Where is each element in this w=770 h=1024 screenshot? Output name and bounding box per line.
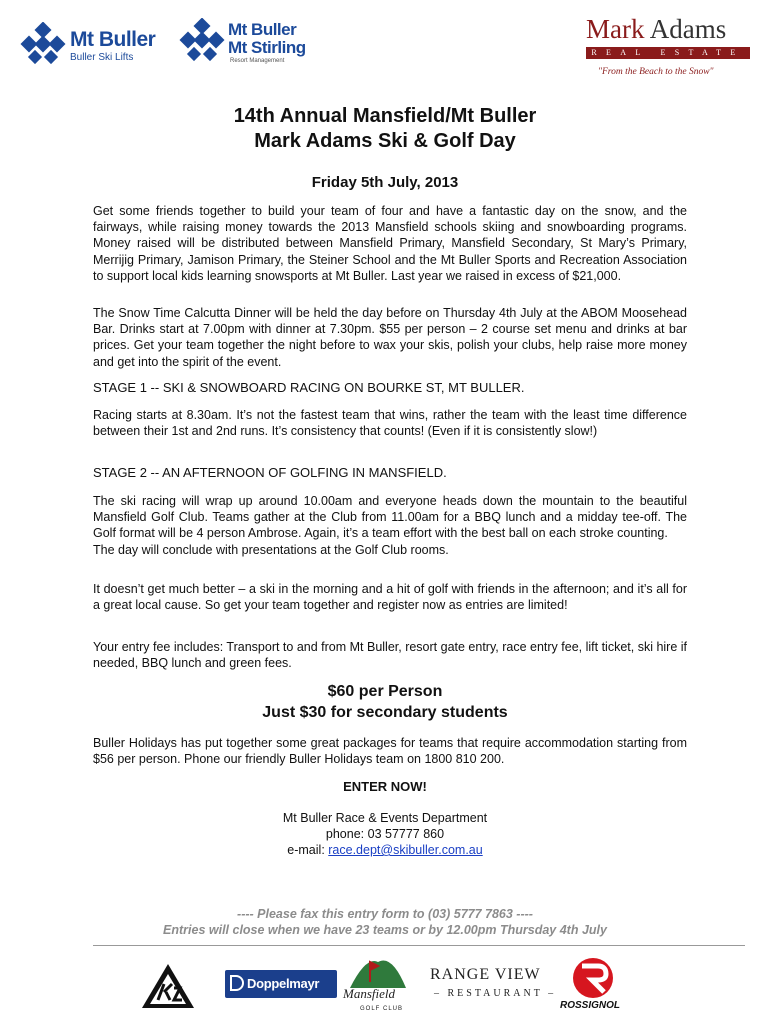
mt-stirling-wordmark-line1: Mt Buller bbox=[228, 20, 297, 39]
fax-note bbox=[60, 906, 710, 938]
rossignol-text: ROSSIGNOL bbox=[560, 1000, 621, 1011]
mark-adams-tagline: "From the Beach to the Snow" bbox=[598, 67, 714, 77]
mansfield-text: Mansfield bbox=[343, 986, 395, 1001]
mark-adams-real-estate: REAL ESTATE bbox=[591, 48, 745, 57]
stage-1-paragraph bbox=[93, 407, 687, 439]
mark-adams-first: Mark bbox=[586, 14, 645, 44]
intro-text: Get some friends together to build your team of four and have a fantastic day on the snow, and the fairways, while raising money towards the 2013 Mansfield schools skiing and snowboarding programs. Money raised will be distributed between Mansfield Primary, Mansfield Secondary, St Mary’s Primary, Merrijig Primary, Jamison Primary, the Steiner School and the Mt Buller Sports and Recreation Association to support local kids learning snowsports at Mt Buller. Last year we raised in excess of $21,000. bbox=[93, 204, 687, 283]
mt-buller-subtitle: Buller Ski Lifts bbox=[70, 52, 134, 63]
mt-buller-logo bbox=[20, 22, 170, 66]
dinner-text: The Snow Time Calcutta Dinner will be held the day before on Thursday 4th July at the ABOM Moosehead Bar. Drinks start at 7.00pm with dinner at 7.30pm. $55 per person – 2 course set menu and drinks at bar prices. Get your team together the night before to wax your skis, polish your clubs, help raise more money and get into the spirit of the event. bbox=[93, 306, 687, 369]
footer-divider bbox=[93, 945, 745, 946]
mark-adams-wordmark bbox=[586, 14, 726, 45]
mt-stirling-wordmark-line2: Mt Stirling bbox=[228, 38, 306, 57]
mt-buller-star-icon bbox=[20, 22, 66, 66]
holidays-text: Buller Holidays has put together some great packages for teams that require accommodation starting from $56 per person. Phone our friendly Buller Holidays team on 1800 810 200. bbox=[93, 736, 687, 767]
title-line-2: Mark Adams Ski & Golf Day bbox=[254, 130, 516, 152]
price-adult: $60 per Person bbox=[327, 683, 443, 700]
title-line-1: 14th Annual Mansfield/Mt Buller bbox=[233, 105, 537, 127]
fee-text: Your entry fee includes: Transport to and from Mt Buller, resort gate entry, race entry fee, lift ticket, ski hire if needed, BBQ lunch and green fees. bbox=[93, 640, 688, 671]
mansfield-sub: GOLF CLUB bbox=[360, 1006, 404, 1012]
stage-2-text: The ski racing will wrap up around 10.00am and everyone heads down the mountain to the beautiful Mansfield Golf Club. Teams gather at the Club from 11.00am for a BBQ lunch and a midday tee-off. The Golf format will be 4 person Ambrose. Again, it’s a team effort with the best ball on each stroke counting. bbox=[93, 494, 687, 541]
cause-paragraph bbox=[93, 581, 687, 613]
cause-text: It doesn’t get much better – a ski in the morning and a hit of golf with friends in the afternoon; and it’s all for a great local cause. So get your team together and register now as entries are limited! bbox=[93, 582, 687, 613]
doppelmayr-text: Doppelmayr bbox=[247, 976, 320, 991]
stage-2-paragraph bbox=[93, 493, 687, 558]
enter-now-heading: ENTER NOW! bbox=[343, 779, 427, 794]
doppelmayr-logo bbox=[225, 970, 337, 998]
dinner-paragraph bbox=[93, 305, 687, 370]
fee-paragraph bbox=[93, 639, 687, 671]
stage-2-text-conclusion: The day will conclude with presentations at the Golf Club rooms. bbox=[93, 542, 449, 557]
fax-line: ---- Please fax this entry form to (03) 5777 7863 ---- bbox=[237, 907, 533, 921]
entries-close-line: Entries will close when we have 23 teams or by 12.00pm Thursday 4th July bbox=[163, 923, 607, 937]
stage-2-heading: STAGE 2 -- AN AFTERNOON OF GOLFING IN MANSFIELD. bbox=[93, 465, 447, 480]
stage-1-heading: STAGE 1 -- SKI & SNOWBOARD RACING ON BOURKE ST, MT BULLER. bbox=[93, 380, 525, 395]
mt-stirling-subtitle: Resort Management bbox=[230, 58, 285, 64]
rossignol-logo-icon bbox=[568, 956, 618, 1000]
intro-paragraph bbox=[93, 203, 687, 284]
mark-adams-logo bbox=[586, 14, 756, 86]
mt-buller-wordmark: Mt Buller bbox=[70, 28, 156, 51]
range-view-title: RANGE VIEW bbox=[430, 966, 541, 983]
mark-adams-second: Adams bbox=[649, 14, 727, 44]
holidays-paragraph bbox=[93, 735, 687, 767]
stage-1-text: Racing starts at 8.30am. It’s not the fastest team that wins, rather the team with the least time difference between their 1st and 2nd runs. It’s consistency that counts! (Even if it is consistently slow!) bbox=[93, 408, 687, 439]
contact-phone: phone: 03 57777 860 bbox=[325, 827, 445, 841]
contact-block bbox=[60, 810, 710, 858]
email-link[interactable]: race.dept@skibuller.com.au bbox=[328, 843, 483, 857]
range-view-restaurant: – RESTAURANT – bbox=[434, 988, 557, 999]
page-title bbox=[60, 104, 710, 154]
price-student: Just $30 for secondary students bbox=[262, 704, 508, 721]
doppelmayr-d-icon bbox=[230, 975, 244, 991]
email-label: e-mail: bbox=[287, 843, 329, 857]
contact-email-line bbox=[60, 842, 710, 858]
mt-stirling-star-icon bbox=[178, 18, 226, 66]
mt-buller-mt-stirling-logo bbox=[178, 18, 318, 68]
pricing bbox=[60, 681, 710, 723]
event-date: Friday 5th July, 2013 bbox=[311, 174, 459, 191]
contact-department: Mt Buller Race & Events Department bbox=[282, 811, 488, 825]
k2-logo-icon bbox=[140, 962, 196, 1010]
